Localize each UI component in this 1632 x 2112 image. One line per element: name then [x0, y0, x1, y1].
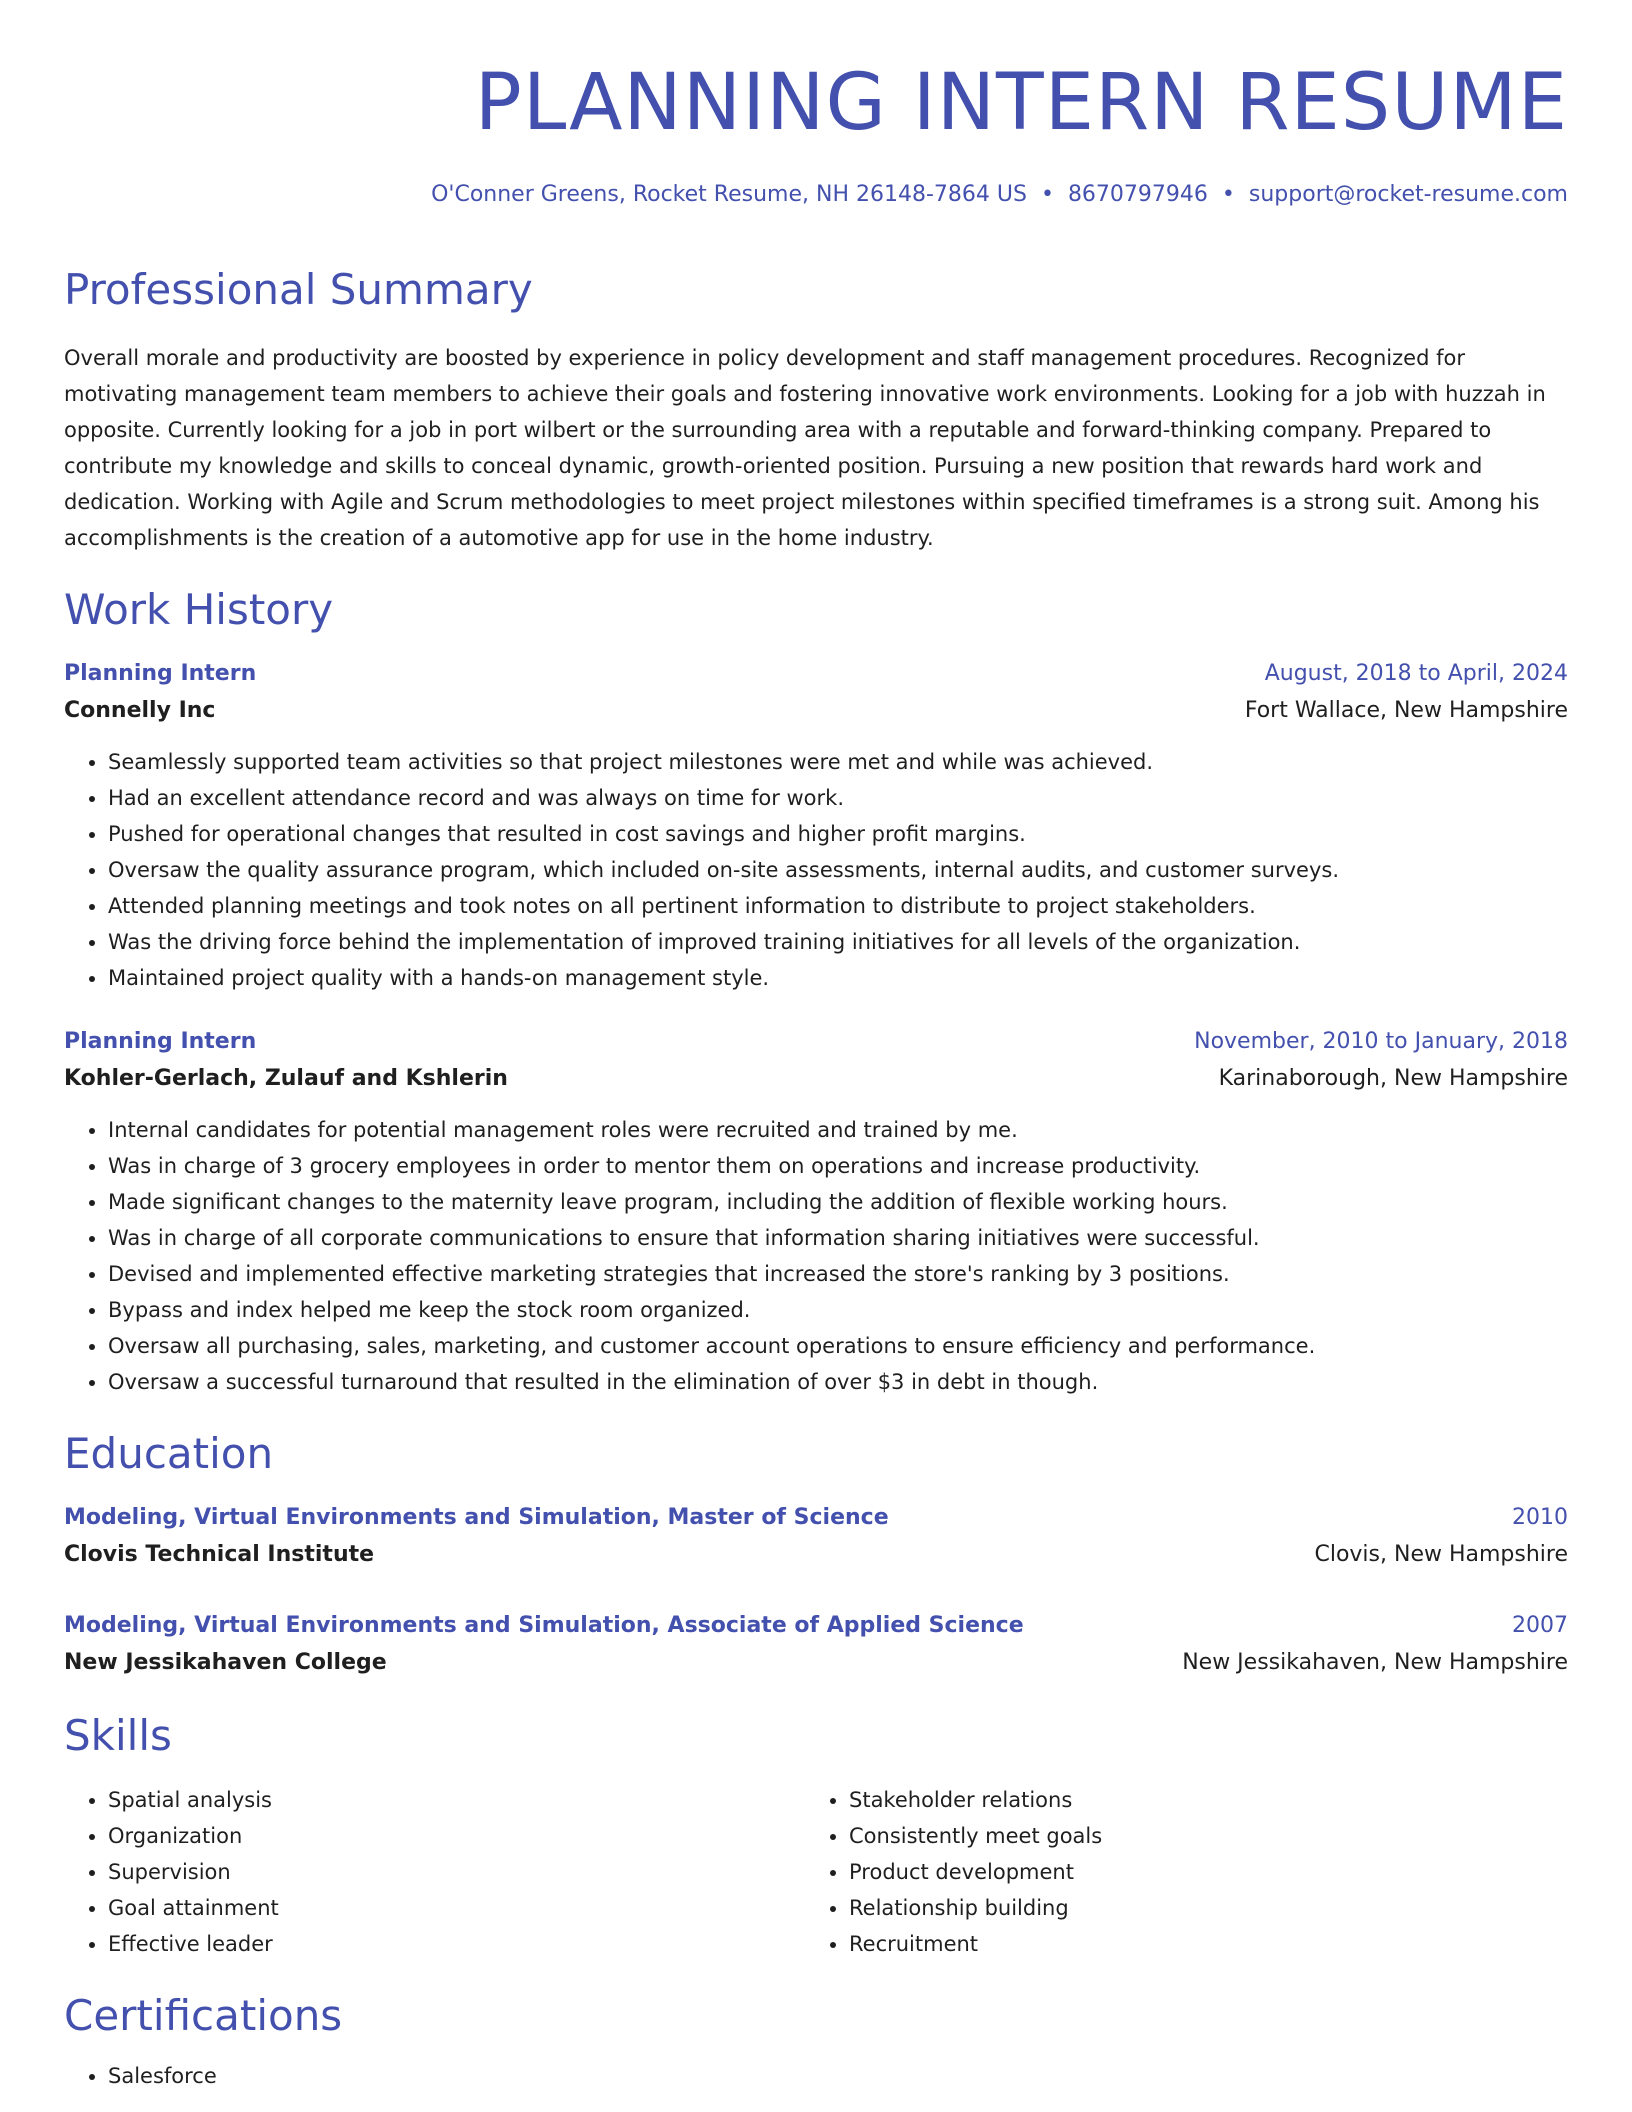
contact-address: O'Conner Greens, Rocket Resume, NH 26148-7864 US [431, 182, 1027, 207]
skill-item: • Recruitment [849, 1926, 1546, 1962]
job-bullet: • Had an excellent attendance record and was always on time for work. [108, 780, 1568, 816]
job-list [64, 656, 1568, 1400]
skills-heading: Skills [64, 1711, 172, 1760]
resume-page [64, 0, 1568, 2094]
job-entry [64, 656, 1568, 996]
job-bullet: • Was in charge of 3 grocery employees in order to mentor them on operations and increase productivity. [108, 1148, 1568, 1184]
skill-item: • Relationship building [849, 1890, 1546, 1926]
summary-text: Overall morale and productivity are boosted by experience in policy development and staff management procedures. Recognized for motivating management team members to achieve their goals and fostering innovative work environments. Looking for a job with huzzah in opposite. Currently looking for a job in port wilbert or the surrounding area with a reputable and forward-thinking company. Prepared to contribute my knowledge and skills to conceal dynamic, growth-oriented position. Pursuing a new position that rewards hard work and dedication. Working with Agile and Scrum methodologies to meet project milestones within specified timeframes is a strong suit. Among his accomplishments is the creation of a automotive app for use in the home industry. [64, 346, 1546, 550]
job-bullets [64, 1112, 1568, 1400]
work-history-heading: Work History [64, 585, 334, 634]
skills-grid [64, 1782, 1568, 1962]
skill-item: • Organization [108, 1818, 805, 1854]
job-bullet: • Oversaw all purchasing, sales, marketing, and customer account operations to ensure efficiency and performance. [108, 1328, 1568, 1364]
education-location: Clovis, New Hampshire [1314, 1542, 1568, 1567]
job-bullet: • Pushed for operational changes that resulted in cost savings and higher profit margins. [108, 816, 1568, 852]
job-dates: August, 2018 to April, 2024 [1264, 661, 1568, 686]
contact-separator: • [1040, 182, 1054, 207]
education-degree: Modeling, Virtual Environments and Simulation, Master of Science [64, 1505, 889, 1530]
job-company: Kohler-Gerlach, Zulauf and Kshlerin [64, 1066, 508, 1091]
skills-column-right [805, 1782, 1546, 1962]
education-section [64, 1426, 1568, 1682]
summary-heading: Professional Summary [64, 265, 533, 314]
skill-item: • Supervision [108, 1854, 805, 1890]
skills-column-left [64, 1782, 805, 1962]
job-bullet: • Seamlessly supported team activities so that project milestones were met and while was achieved. [108, 744, 1568, 780]
education-year: 2010 [1512, 1505, 1568, 1530]
skill-item: • Effective leader [108, 1926, 805, 1962]
contact-email: support@rocket-resume.com [1248, 182, 1568, 207]
job-bullet: • Maintained project quality with a hands-on management style. [108, 960, 1568, 996]
job-bullets [64, 744, 1568, 996]
job-company: Connelly Inc [64, 698, 216, 723]
job-bullet: • Was in charge of all corporate communications to ensure that information sharing initiatives were successful. [108, 1220, 1568, 1256]
job-location: Karinaborough, New Hampshire [1218, 1066, 1568, 1091]
summary-section [64, 262, 1568, 556]
education-location: New Jessikahaven, New Hampshire [1182, 1650, 1568, 1675]
skill-item: • Stakeholder relations [849, 1782, 1546, 1818]
skill-item: • Product development [849, 1854, 1546, 1890]
education-entry [64, 1608, 1568, 1682]
job-bullet: • Bypass and index helped me keep the stock room organized. [108, 1292, 1568, 1328]
job-entry [64, 1024, 1568, 1400]
education-school: New Jessikahaven College [64, 1650, 387, 1675]
contact-separator: • [1221, 182, 1235, 207]
job-bullet: • Internal candidates for potential management roles were recruited and trained by me. [108, 1112, 1568, 1148]
certification-item: • Salesforce [108, 2058, 1568, 2094]
job-role: Planning Intern [64, 661, 257, 686]
education-degree: Modeling, Virtual Environments and Simulation, Associate of Applied Science [64, 1613, 1024, 1638]
certifications-section [64, 1988, 1568, 2094]
certifications-list [64, 2058, 1568, 2094]
education-list [64, 1500, 1568, 1682]
education-school: Clovis Technical Institute [64, 1542, 375, 1567]
job-bullet: • Was the driving force behind the implementation of improved training initiatives for all levels of the organization. [108, 924, 1568, 960]
job-location: Fort Wallace, New Hampshire [1244, 698, 1568, 723]
job-bullet: • Oversaw a successful turnaround that resulted in the elimination of over $3 in debt in though. [108, 1364, 1568, 1400]
contact-phone: 8670797946 [1067, 182, 1208, 207]
contact-line [64, 178, 1568, 212]
skills-section [64, 1708, 1568, 1962]
skill-item: • Consistently meet goals [849, 1818, 1546, 1854]
education-entry [64, 1500, 1568, 1574]
job-bullet: • Oversaw the quality assurance program, which included on-site assessments, internal audits, and customer surveys. [108, 852, 1568, 888]
education-heading: Education [64, 1429, 274, 1478]
education-year: 2007 [1512, 1613, 1568, 1638]
skill-item: • Spatial analysis [108, 1782, 805, 1818]
job-bullet: • Devised and implemented effective marketing strategies that increased the store's ranking by 3 positions. [108, 1256, 1568, 1292]
job-role: Planning Intern [64, 1029, 257, 1054]
certifications-heading: Certifications [64, 1991, 343, 2040]
resume-title: PLANNING INTERN RESUME [474, 58, 1568, 148]
job-bullet: • Attended planning meetings and took notes on all pertinent information to distribute to project stakeholders. [108, 888, 1568, 924]
job-bullet: • Made significant changes to the maternity leave program, including the addition of flexible working hours. [108, 1184, 1568, 1220]
work-history-section [64, 582, 1568, 1400]
job-dates: November, 2010 to January, 2018 [1194, 1029, 1568, 1054]
skill-item: • Goal attainment [108, 1890, 805, 1926]
